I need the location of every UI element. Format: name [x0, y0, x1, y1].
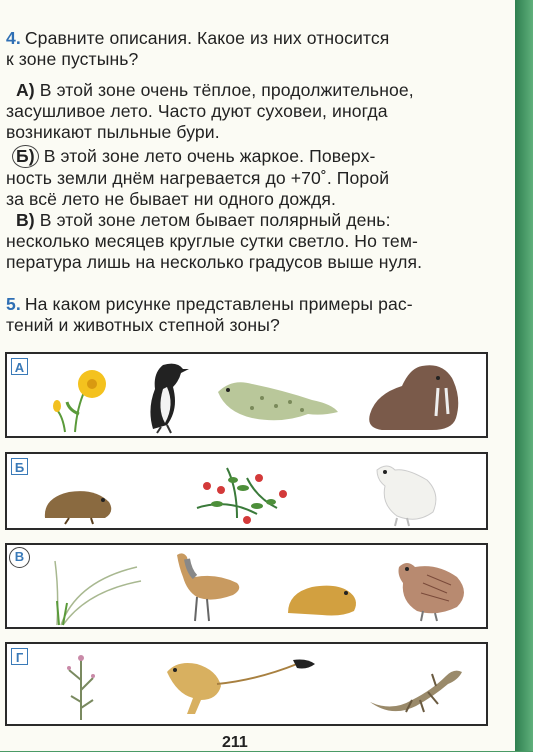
- option-a-line2: засушливое лето. Часто дуют суховеи, иногда: [6, 101, 388, 121]
- option-a-line3: возникают пыльные бури.: [6, 122, 220, 142]
- lizard-icon: [362, 656, 472, 720]
- gopher-icon: [282, 575, 362, 620]
- buttercup-flower-icon: [47, 362, 117, 434]
- page-edge-strip: [515, 0, 533, 751]
- option-b-line2: ность земли днём нагревается до +70˚. Порой: [6, 168, 390, 188]
- option-a-label: А): [15, 80, 35, 100]
- option-v: [6, 210, 490, 273]
- option-v-line3: пература лишь на несколько градусов выше нуля.: [6, 252, 423, 272]
- page-number: 211: [222, 734, 248, 751]
- option-b-label-circled: Б): [12, 145, 39, 168]
- grey-partridge-icon: [387, 553, 477, 625]
- panel-a: [5, 352, 488, 438]
- question-4-text-line2: к зоне пустынь?: [6, 49, 139, 69]
- panel-v-label-circled: В: [9, 547, 30, 568]
- seal-icon: [212, 372, 342, 427]
- ptarmigan-icon: [367, 460, 447, 530]
- panel-v: [5, 543, 488, 629]
- cowberry-plant-icon: [187, 458, 297, 528]
- option-v-label: В): [15, 210, 35, 230]
- bustard-icon: [167, 547, 247, 627]
- panel-b-label: Б: [11, 458, 28, 475]
- guillemot-bird-icon: [137, 359, 192, 435]
- panel-a-label: А: [11, 358, 28, 375]
- lemming-icon: [39, 484, 119, 526]
- question-5-text-line1: На каком рисунке представлены примеры рас-: [24, 294, 413, 314]
- desert-plant-icon: [57, 650, 107, 722]
- panel-g-label: Г: [11, 648, 28, 665]
- question-4-text-line1: Сравните описания. Какое из них относится: [24, 28, 390, 48]
- question-4-number: 4.: [6, 28, 21, 48]
- option-b-line3: за всё лето не бывает ни одного дождя.: [6, 189, 336, 209]
- question-5-number: 5.: [6, 294, 21, 314]
- option-a-line1: В этой зоне очень тёплое, продолжительное,: [39, 80, 414, 100]
- option-v-line2: несколько месяцев круглые сутки светло. Но тем-: [6, 231, 418, 251]
- feather-grass-icon: [37, 551, 147, 627]
- option-b: [6, 145, 490, 210]
- panel-g: [5, 642, 488, 726]
- jerboa-icon: [157, 650, 322, 720]
- question-5: [6, 294, 490, 336]
- question-5-text-line2: тений и животных степной зоны?: [6, 315, 280, 335]
- option-a: [6, 80, 490, 143]
- panel-b: [5, 452, 488, 530]
- question-4: [6, 28, 490, 70]
- option-v-line1: В этой зоне летом бывает полярный день:: [39, 210, 391, 230]
- option-b-line1: В этой зоне лето очень жаркое. Поверх-: [43, 146, 376, 166]
- walrus-icon: [362, 358, 472, 434]
